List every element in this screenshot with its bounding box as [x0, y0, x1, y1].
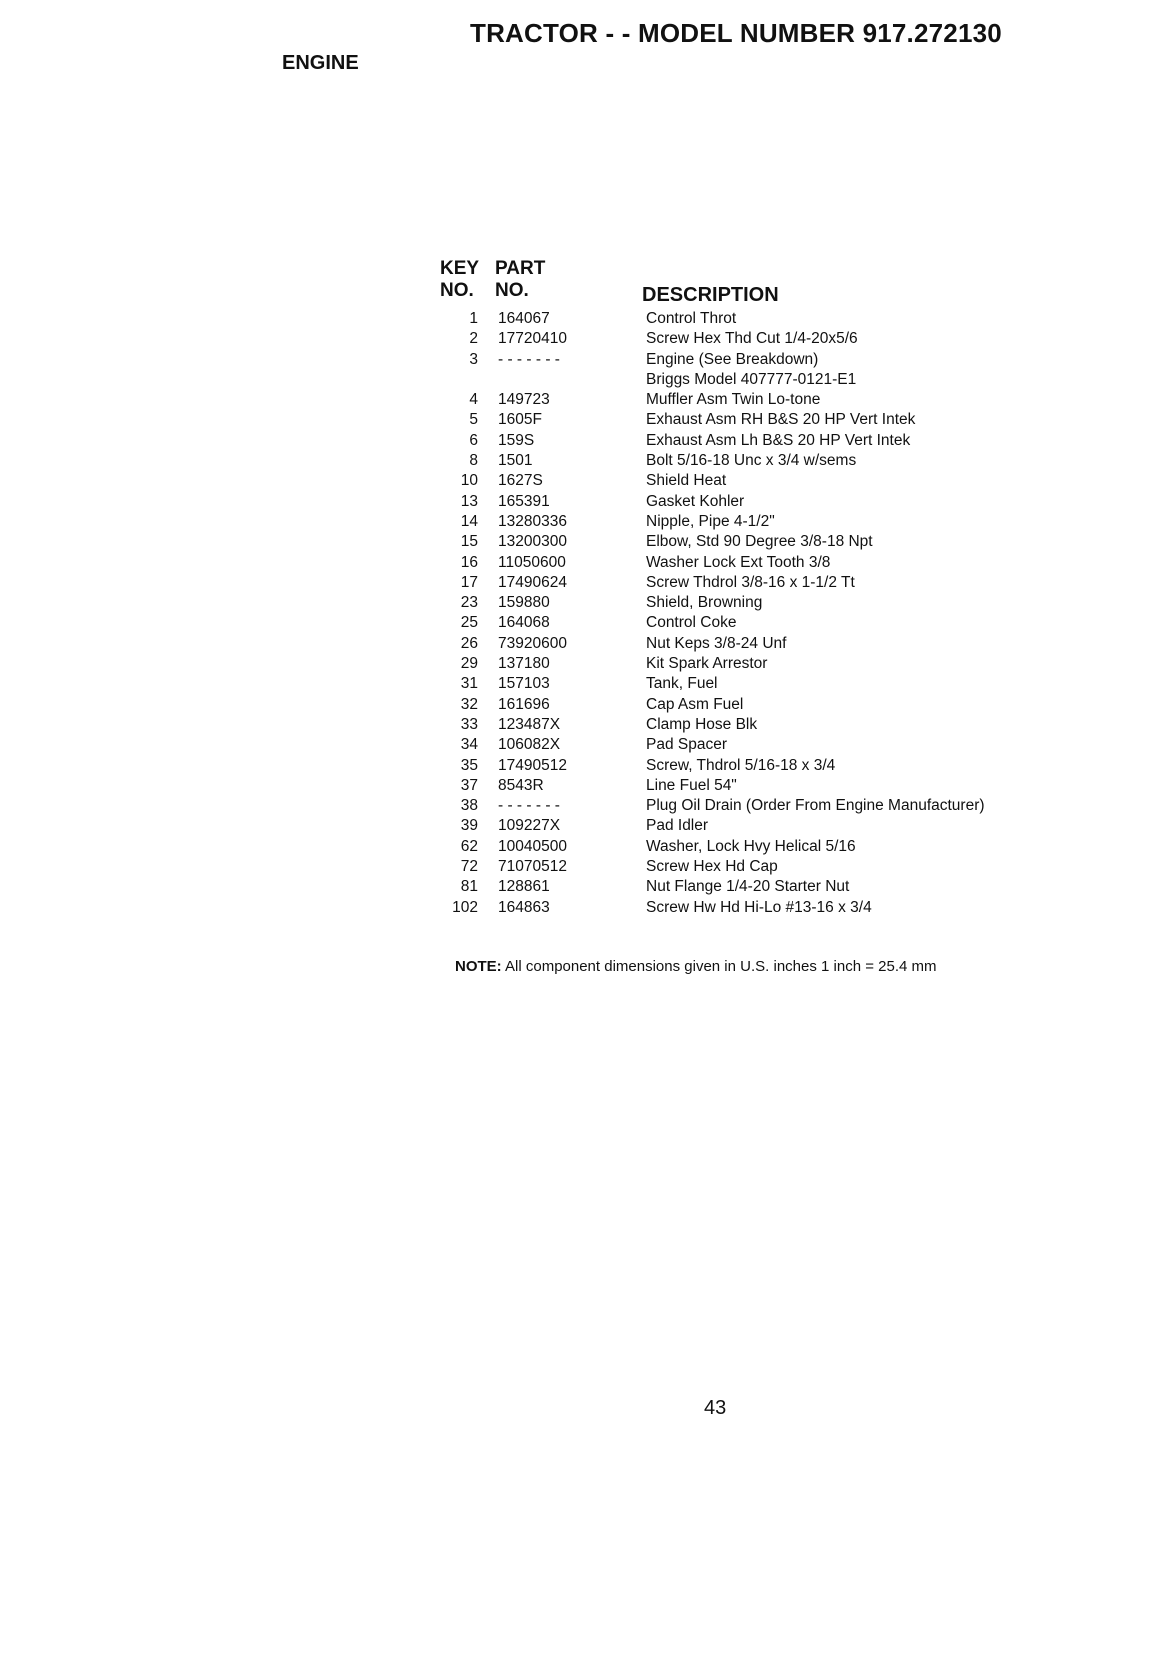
- table-row: [440, 471, 1040, 491]
- description: Screw Hex Thd Cut 1/4-20x5/6: [646, 330, 858, 348]
- description: Plug Oil Drain (Order From Engine Manufacturer): [646, 797, 985, 815]
- part-no: 1605F: [498, 411, 542, 429]
- key-no: 16: [460, 553, 478, 571]
- table-row: [440, 695, 1040, 715]
- table-row: [440, 776, 1040, 796]
- table-row: [440, 492, 1040, 512]
- note-label: NOTE:: [455, 958, 502, 975]
- key-no: 62: [460, 837, 478, 855]
- description: Control Coke: [646, 614, 737, 632]
- table-row: [440, 654, 1040, 674]
- key-no: 4: [469, 391, 478, 409]
- description: Nipple, Pipe 4-1/2": [646, 512, 775, 530]
- part-no: 159S: [498, 431, 535, 449]
- table-row: [440, 410, 1040, 430]
- table-row: [440, 857, 1040, 877]
- part-no: 17490624: [498, 573, 567, 591]
- table-row: [440, 309, 1040, 329]
- key-no: 6: [469, 431, 478, 449]
- key-no: 3: [469, 350, 478, 368]
- table-row: [440, 898, 1040, 918]
- description: Shield Heat: [646, 472, 727, 490]
- table-row: [440, 532, 1040, 552]
- description: Gasket Kohler: [646, 492, 745, 510]
- table-row: [440, 735, 1040, 755]
- key-no: 29: [460, 655, 478, 673]
- col-key-header: KEY: [440, 258, 480, 279]
- table-row: [440, 329, 1040, 349]
- part-no: 128861: [498, 878, 550, 896]
- key-no: 8: [469, 452, 478, 470]
- part-no: 1627S: [498, 472, 543, 490]
- key-no: 26: [460, 634, 478, 652]
- part-no: 106082X: [498, 736, 561, 754]
- part-no: 10040500: [498, 837, 567, 855]
- table-row: [440, 674, 1040, 694]
- table-row: [440, 877, 1040, 897]
- part-no: 17490512: [498, 756, 567, 774]
- description: Bolt 5/16-18 Unc x 3/4 w/sems: [646, 452, 857, 470]
- description: Kit Spark Arrestor: [646, 655, 768, 673]
- key-no: 102: [452, 898, 478, 916]
- part-no: 161696: [498, 695, 550, 713]
- section-title: ENGINE: [282, 52, 359, 74]
- page-title: TRACTOR - - MODEL NUMBER 917.272130: [470, 18, 1002, 48]
- description: Washer Lock Ext Tooth 3/8: [646, 553, 831, 571]
- page-number: 43: [704, 1397, 727, 1419]
- part-no: 164068: [498, 614, 550, 632]
- key-no: 1: [469, 310, 478, 327]
- table-row: [440, 715, 1040, 735]
- table-row: [440, 350, 1040, 370]
- key-no: 32: [460, 695, 478, 713]
- part-no: 109227X: [498, 817, 561, 835]
- col-part-no-header: NO.: [495, 280, 529, 301]
- description: Engine (See Breakdown): [646, 350, 819, 368]
- description: Muffler Asm Twin Lo-tone: [646, 391, 821, 409]
- key-no: 17: [460, 573, 478, 591]
- col-description-header: DESCRIPTION: [642, 284, 779, 306]
- part-no: 8543R: [498, 776, 544, 794]
- part-no: 73920600: [498, 634, 567, 652]
- part-no: 149723: [498, 391, 550, 409]
- parts-rows: [440, 309, 1040, 918]
- key-no: 33: [460, 715, 478, 733]
- part-no: - - - - - - -: [498, 797, 560, 815]
- key-no: 35: [460, 756, 478, 774]
- key-no: 39: [460, 817, 478, 835]
- table-row: [440, 837, 1040, 857]
- key-no: 38: [460, 797, 478, 815]
- col-part-header: PART: [495, 258, 546, 279]
- part-no: 13200300: [498, 533, 567, 551]
- part-no: 159880: [498, 594, 550, 612]
- part-no: 71070512: [498, 858, 567, 876]
- part-no: 157103: [498, 675, 550, 693]
- description: Pad Idler: [646, 817, 709, 835]
- part-no: - - - - - - -: [498, 350, 560, 368]
- part-no: 165391: [498, 492, 550, 510]
- table-row: [440, 634, 1040, 654]
- description: Screw Thdrol 3/8-16 x 1-1/2 Tt: [646, 573, 855, 591]
- part-no: 164863: [498, 898, 550, 916]
- key-no: 10: [460, 472, 478, 490]
- description: Line Fuel 54": [646, 776, 737, 794]
- table-row: [440, 573, 1040, 593]
- key-no: 31: [460, 675, 478, 693]
- key-no: 2: [469, 330, 478, 348]
- key-no: 13: [460, 492, 478, 510]
- description: Nut Flange 1/4-20 Starter Nut: [646, 878, 850, 896]
- column-header-row-1: [440, 258, 1040, 280]
- table-row: [440, 593, 1040, 613]
- part-no: 11050600: [498, 553, 566, 571]
- column-header-row-2: [440, 280, 1040, 306]
- description: Clamp Hose Blk: [646, 715, 758, 733]
- part-no: 1501: [498, 452, 533, 470]
- part-no: 13280336: [498, 512, 567, 530]
- description: Cap Asm Fuel: [646, 695, 744, 713]
- col-key-no-header: NO.: [440, 280, 474, 301]
- table-row: [440, 756, 1040, 776]
- description: Screw Hex Hd Cap: [646, 858, 778, 876]
- key-no: 15: [460, 533, 478, 551]
- part-no: 123487X: [498, 715, 561, 733]
- description: Screw Hw Hd Hi-Lo #13-16 x 3/4: [646, 898, 872, 916]
- table-row: [440, 512, 1040, 532]
- parts-list: [440, 258, 1040, 918]
- table-row: [440, 553, 1040, 573]
- table-row: [440, 390, 1040, 410]
- description: Briggs Model 407777-0121-E1: [646, 370, 857, 388]
- dimension-note: [455, 958, 937, 975]
- part-no: 17720410: [498, 330, 567, 348]
- key-no: 14: [460, 512, 478, 530]
- description: Pad Spacer: [646, 736, 727, 754]
- description: Exhaust Asm Lh B&S 20 HP Vert Intek: [646, 431, 911, 449]
- key-no: 72: [460, 858, 478, 876]
- description: Nut Keps 3/8-24 Unf: [646, 634, 787, 652]
- note-text: All component dimensions given in U.S. inches 1 inch = 25.4 mm: [505, 958, 937, 975]
- key-no: 81: [460, 878, 478, 896]
- key-no: 23: [460, 594, 478, 612]
- description: Washer, Lock Hvy Helical 5/16: [646, 837, 856, 855]
- description: Tank, Fuel: [646, 675, 718, 693]
- key-no: 25: [460, 614, 478, 632]
- table-row: [440, 370, 1040, 390]
- key-no: 5: [469, 411, 478, 429]
- table-row: [440, 816, 1040, 836]
- table-row: [440, 431, 1040, 451]
- table-row: [440, 613, 1040, 633]
- part-no: 137180: [498, 655, 550, 673]
- key-no: 34: [460, 736, 478, 754]
- table-row: [440, 451, 1040, 471]
- description: Screw, Thdrol 5/16-18 x 3/4: [646, 756, 836, 774]
- key-no: 37: [460, 776, 478, 794]
- description: Shield, Browning: [646, 594, 763, 612]
- description: Elbow, Std 90 Degree 3/8-18 Npt: [646, 533, 873, 551]
- part-no: 164067: [498, 310, 550, 327]
- description: Exhaust Asm RH B&S 20 HP Vert Intek: [646, 411, 916, 429]
- description: Control Throt: [646, 310, 737, 327]
- table-row: [440, 796, 1040, 816]
